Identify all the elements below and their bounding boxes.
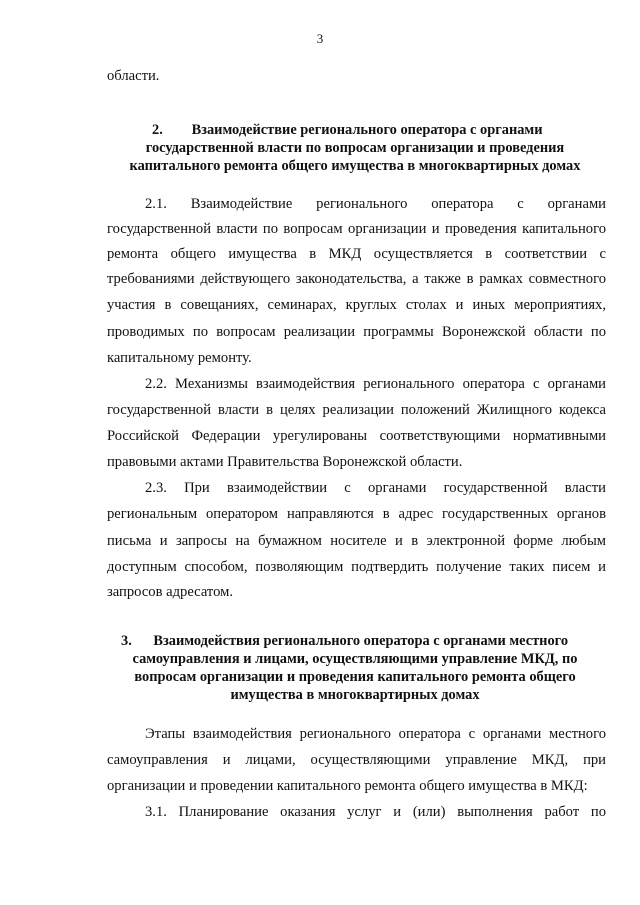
paragraph-line — [145, 479, 606, 497]
word: власти — [564, 480, 606, 496]
section-2-heading-line: капитального ремонта общего имущества в многоквартирных домах — [129, 158, 581, 174]
section-3-heading-line: имущества в многоквартирных домах — [230, 687, 480, 703]
paragraph-line: региональным оператором направляются в адрес государственных органов — [107, 506, 606, 522]
word: государственной — [443, 480, 548, 496]
section-3-heading-line: самоуправления и лицами, осуществляющими управление МКД, по — [132, 651, 578, 667]
paragraph-line: 3.1. Планирование оказания услуг и (или) выполнения работ по — [145, 804, 606, 820]
word: Взаимодействие — [190, 196, 293, 212]
word: с — [344, 480, 351, 496]
paragraph-line: Этапы взаимодействия регионального оператора с органами местного — [145, 726, 606, 742]
word: взаимодействии — [226, 480, 328, 496]
paragraph-line: капитальному ремонту. — [107, 350, 252, 366]
word: оператора — [431, 196, 494, 212]
paragraph-line: письма и запросы на бумажном носителе и в электронной форме любым — [107, 533, 606, 549]
paragraph-line: участия в совещаниях, семинарах, круглых столах и иных мероприятиях, — [107, 297, 606, 313]
word: При — [184, 480, 210, 496]
section-3-heading-line: 3. Взаимодействия регионального оператора с органами местного — [121, 633, 569, 649]
paragraph-line: организации и проведении капитального ремонта общего имущества в МКД: — [107, 778, 588, 794]
word: 2.3. — [145, 480, 167, 496]
paragraph-line: требованиями действующего законодательства, а также в рамках совместного — [107, 271, 606, 287]
paragraph-line: 2.2. Механизмы взаимодействия регионального оператора с органами — [145, 376, 606, 392]
word: органами — [367, 480, 427, 496]
section-2-heading-line: 2. Взаимодействие регионального оператора с органами — [152, 122, 543, 138]
continuation-text: области. — [107, 68, 160, 84]
word: органами — [547, 196, 606, 212]
paragraph-line: государственной власти по вопросам организации и проведения капитального — [107, 221, 606, 237]
section-3-heading-line: вопросам организации и проведения капитального ремонта общего — [134, 669, 576, 685]
paragraph-line: проводимых по вопросам реализации программы Воронежской области по — [107, 324, 606, 340]
paragraph-line: самоуправления и лицами, осуществляющими управление МКД, при — [107, 752, 606, 768]
paragraph-line: ремонта общего имущества в МКД осуществляется в соответствии с — [107, 246, 606, 262]
paragraph-line: запросов адресатом. — [107, 584, 234, 600]
paragraph-line — [145, 195, 606, 213]
word: регионального — [316, 196, 408, 212]
paragraph-line: доступным способом, позволяющим подтвердить получение таких писем и — [107, 559, 606, 575]
word: 2.1. — [145, 196, 167, 212]
word: с — [517, 196, 524, 212]
paragraph-line: правовыми актами Правительства Воронежской области. — [107, 454, 463, 470]
section-2-heading-line: государственной власти по вопросам организации и проведения — [145, 140, 565, 156]
page-number: 3 — [316, 31, 324, 46]
paragraph-line: государственной власти в целях реализации положений Жилищного кодекса — [107, 402, 606, 418]
paragraph-line: Российской Федерации урегулированы соответствующими нормативными — [107, 428, 606, 444]
